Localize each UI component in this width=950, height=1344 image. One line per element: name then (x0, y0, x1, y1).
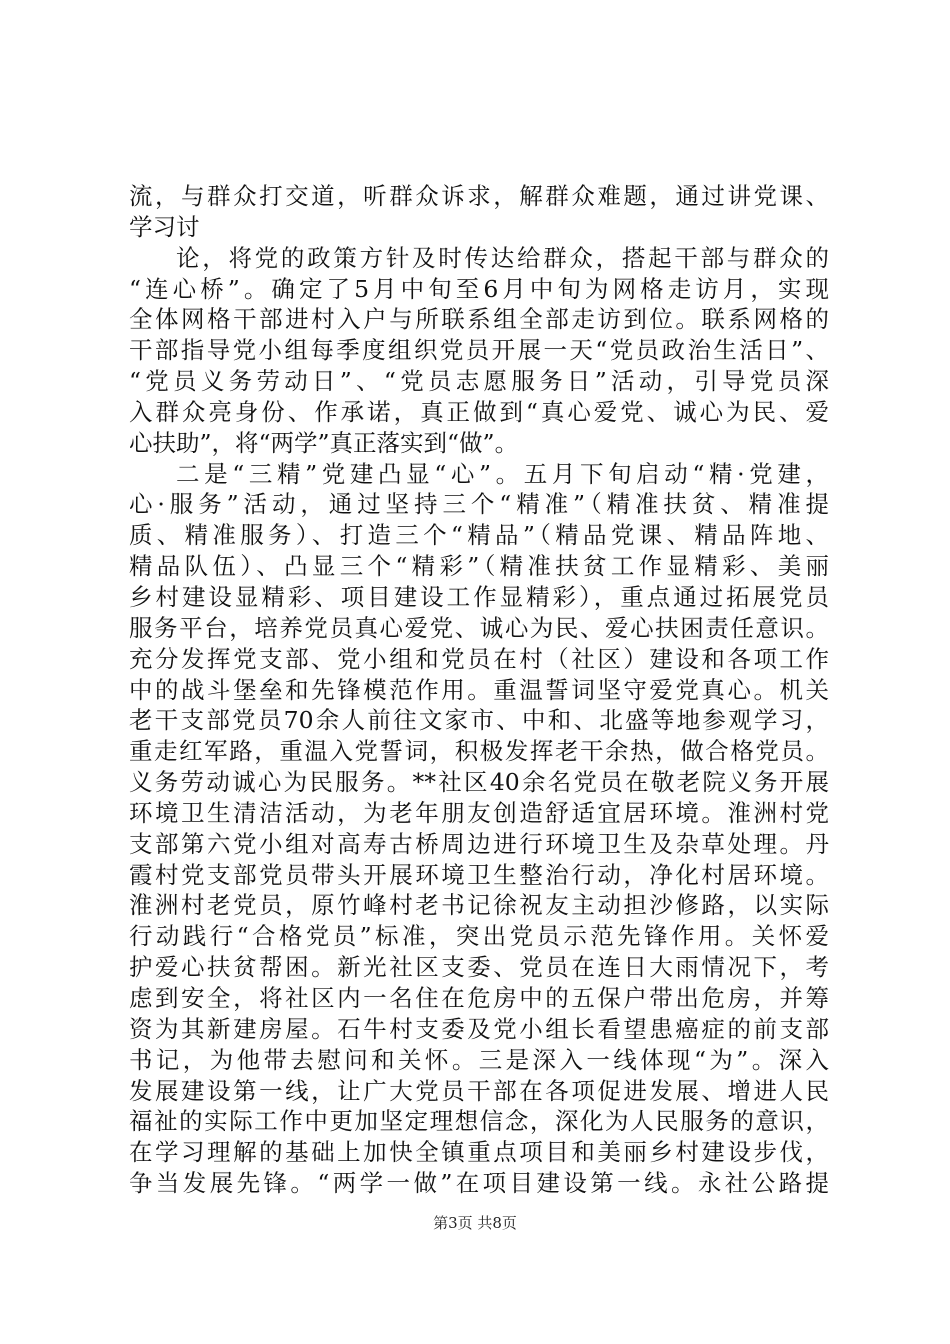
text-line: 入群众亮身份、作承诺，真正做到“真心爱党、诚心为民、爱 (129, 397, 829, 426)
text-line: 行动践行“合格党员”标准，突出党员示范先锋作用。关怀爱 (129, 922, 829, 951)
text-line: 充分发挥党支部、党小组和党员在村（社区）建设和各项工作 (129, 644, 829, 673)
text-line: 老干支部党员70余人前往文家市、中和、北盛等地参观学习， (129, 706, 829, 735)
text-line: 乡村建设显精彩、项目建设工作显精彩），重点通过拓展党员 (129, 583, 829, 611)
text-line: 干部指导党小组每季度组织党员开展一天“党员政治生活日”、 (129, 336, 829, 365)
text-line: “连心桥”。确定了5月中旬至6月中旬为网格走访月，实现 (129, 274, 829, 303)
text-line: 精品队伍）、凸显三个“精彩”（精准扶贫工作显精彩、美丽 (129, 552, 829, 581)
text-line: 服务平台，培养党员真心爱党、诚心为民、爱心扶困责任意识。 (129, 613, 829, 642)
text-line: 流，与群众打交道，听群众诉求，解群众难题，通过讲党课、 (129, 182, 829, 210)
text-line: 论，将党的政策方针及时传达给群众，搭起干部与群众的 (176, 243, 829, 272)
text-line: 福祉的实际工作中更加坚定理想信念，深化为人民服务的意识， (129, 1107, 829, 1136)
text-line: 二是“三精”党建凸显“心”。五月下旬启动“精·党建， (176, 459, 829, 488)
text-line: 资为其新建房屋。石牛村支委及党小组长看望患癌症的前支部 (129, 1014, 829, 1043)
text-line: 中的战斗堡垒和先锋模范作用。重温誓词坚守爱党真心。机关 (129, 675, 829, 704)
text-line: 在学习理解的基础上加快全镇重点项目和美丽乡村建设步伐， (129, 1138, 829, 1167)
text-line: 发展建设第一线，让广大党员干部在各项促进发展、增进人民 (129, 1076, 829, 1105)
text-line: “党员义务劳动日”、“党员志愿服务日”活动，引导党员深 (129, 367, 829, 396)
text-line: 心·服务”活动，通过坚持三个“精准”（精准扶贫、精准提 (129, 490, 829, 519)
text-line: 学习讨 (129, 212, 200, 241)
text-line: 争当发展先锋。“两学一做”在项目建设第一线。永社公路提 (129, 1169, 829, 1197)
text-line: 环境卫生清洁活动，为老年朋友创造舒适宜居环境。淮洲村党 (129, 798, 829, 827)
text-line: 书记，为他带去慰问和关怀。三是深入一线体现“为”。深入 (129, 1045, 829, 1074)
text-line: 护爱心扶贫帮困。新光社区支委、党员在连日大雨情况下，考 (129, 953, 829, 982)
text-line: 义务劳动诚心为民服务。**社区40余名党员在敬老院义务开展 (129, 768, 829, 796)
text-line: 虑到安全，将社区内一名住在危房中的五保户带出危房，并筹 (129, 983, 829, 1012)
text-line: 心扶助”，将“两学”真正落实到“做”。 (129, 428, 519, 457)
text-line: 质、精准服务）、打造三个“精品”（精品党课、精品阵地、 (129, 521, 829, 550)
text-line: 重走红军路，重温入党誓词，积极发挥老干余热，做合格党员。 (129, 737, 829, 766)
page-number-footer: 第3页 共8页 (433, 1214, 517, 1232)
text-line: 淮洲村老党员，原竹峰村老书记徐祝友主动担沙修路，以实际 (129, 891, 829, 920)
text-line: 支部第六党小组对高寿古桥周边进行环境卫生及杂草处理。丹 (129, 829, 829, 858)
text-line: 霞村党支部党员带头开展环境卫生整治行动，净化村居环境。 (129, 860, 829, 889)
text-line: 全体网格干部进村入户与所联系组全部走访到位。联系网格的 (129, 305, 829, 334)
